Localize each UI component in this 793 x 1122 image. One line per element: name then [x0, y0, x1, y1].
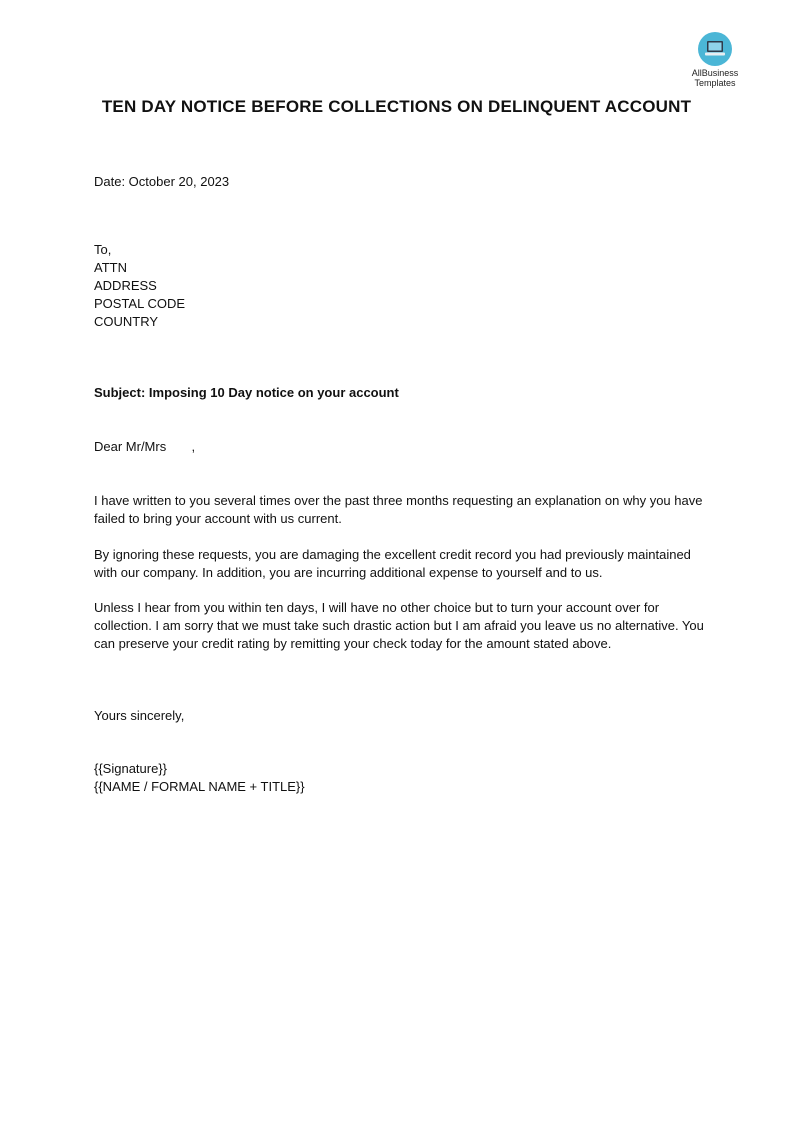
logo-line-2: Templates: [694, 78, 736, 88]
logo-text: [680, 68, 750, 88]
paragraph-1: I have written to you several times over the past three months requesting an explanation on why you have failed to bring your account with us current.: [94, 493, 703, 526]
recipient-address: [94, 241, 706, 331]
document-title: TEN DAY NOTICE BEFORE COLLECTIONS ON DELINQUENT ACCOUNT: [101, 97, 692, 116]
logo-line-1: AllBusiness: [691, 68, 739, 78]
name-title-placeholder: {{NAME / FORMAL NAME + TITLE}}: [94, 779, 305, 794]
letter-subject: Subject: Imposing 10 Day notice on your account: [94, 385, 399, 400]
address-line-address: ADDRESS: [94, 278, 157, 293]
address-line-postal-code: POSTAL CODE: [94, 296, 186, 311]
paragraph-2: By ignoring these requests, you are damaging the excellent credit record you had previously maintained with our company. In addition, you are incurring additional expense to yourself and to us.: [94, 547, 691, 580]
address-line-country: COUNTRY: [94, 314, 159, 329]
letter-date: Date: October 20, 2023: [94, 174, 230, 189]
paragraph-3: Unless I hear from you within ten days, I will have no other choice but to turn your account over for collection. I am sorry that we must take such drastic action but I am afraid you leave us no alternative. You can preserve your credit rating by remitting your check today for the amount stated above.: [94, 600, 704, 651]
signature-placeholder: {{Signature}}: [94, 761, 168, 776]
letter-salutation: Dear Mr/Mrs ,: [94, 439, 196, 454]
letter-closing: Yours sincerely,: [94, 708, 185, 723]
laptop-icon: [698, 32, 732, 66]
address-line-to: To,: [94, 242, 112, 257]
address-line-attn: ATTN: [94, 260, 127, 275]
company-logo: [680, 32, 750, 88]
